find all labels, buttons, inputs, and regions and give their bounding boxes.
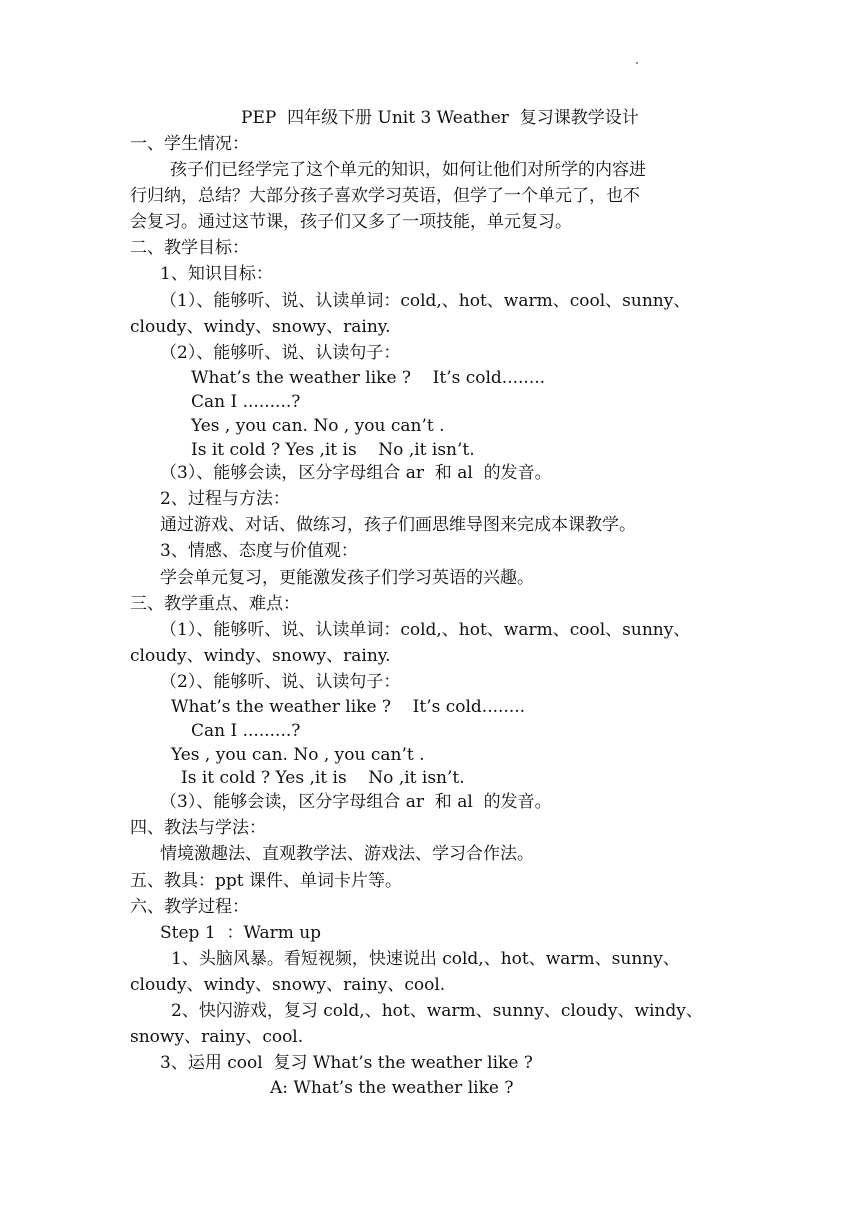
sentence-line: Is it cold ? Yes ,it is No ,it isn’t. (181, 768, 465, 788)
list-item-continued: snowy、rainy、cool. (130, 1027, 304, 1047)
paragraph-line: 情境激趣法、直观教学法、游戏法、学习合作法。 (160, 844, 534, 864)
paragraph-line: 行归纳，总结？大部分孩子喜欢学习英语，但学了一个单元了，也不 (130, 186, 640, 206)
paragraph-line: 会复习。通过这节课，孩子们又多了一项技能，单元复习。 (130, 212, 572, 232)
list-item: （2）、能够听、说、认读句子： (160, 672, 401, 692)
section-heading-key-points: 三、教学重点、难点： (130, 594, 300, 614)
list-item: （1）、能够听、说、认读单词：cold,、hot、warm、cool、sunny、 (160, 291, 691, 311)
list-item: 3、运用 cool 复习 What’s the weather like ? (160, 1053, 533, 1073)
list-item: （1）、能够听、说、认读单词：cold,、hot、warm、cool、sunny、 (160, 620, 691, 640)
sentence-line: Can I .........? (191, 392, 301, 412)
sentence-line: What’s the weather like ? It’s cold........ (191, 368, 546, 388)
sentence-line: Can I .........? (191, 721, 301, 741)
section-heading-student: 一、学生情况： (130, 134, 249, 154)
list-item-continued: cloudy、windy、snowy、rainy. (130, 317, 391, 337)
document-title: PEP 四年级下册 Unit 3 Weather 复习课教学设计 (241, 108, 639, 128)
list-item-continued: cloudy、windy、snowy、rainy、cool. (130, 975, 446, 995)
list-item: 1、头脑风暴。看短视频，快速说出 cold,、hot、warm、sunny、 (171, 949, 680, 969)
list-item: （3）、能够会读，区分字母组合 ar 和 al 的发音。 (160, 792, 552, 812)
sentence-line: Yes , you can. No , you can’t . (171, 745, 425, 765)
list-item: （2）、能够听、说、认读句子： (160, 343, 401, 363)
dialogue-line: A: What’s the weather like ? (270, 1078, 514, 1098)
sentence-line: Is it cold ? Yes ,it is No ,it isn’t. (191, 440, 475, 460)
subheading: 1、知识目标： (160, 264, 273, 284)
section-heading-methods: 四、教法与学法： (130, 818, 266, 838)
section-heading-process: 六、教学过程： (130, 897, 249, 917)
subheading: 2、过程与方法： (160, 489, 290, 509)
sentence-line: Yes , you can. No , you can’t . (191, 416, 445, 436)
paragraph-line: 学会单元复习，更能激发孩子们学习英语的兴趣。 (160, 568, 534, 588)
section-heading-goals: 二、教学目标： (130, 238, 249, 258)
subheading: 3、情感、态度与价值观： (160, 541, 358, 561)
paragraph-line: 孩子们已经学完了这个单元的知识，如何让他们对所学的内容进 (170, 160, 646, 180)
paragraph-line: 通过游戏、对话、做练习，孩子们画思维导图来完成本课教学。 (160, 515, 636, 535)
section-heading-tools: 五、教具：ppt 课件、单词卡片等。 (130, 871, 402, 891)
corner-dot (636, 62, 638, 64)
step-heading: Step 1 ：Warm up (160, 923, 322, 943)
sentence-line: What’s the weather like ? It’s cold........ (171, 697, 526, 717)
list-item: （3）、能够会读，区分字母组合 ar 和 al 的发音。 (160, 463, 552, 483)
list-item: 2、快闪游戏，复习 cold,、hot、warm、sunny、cloudy、windy、 (171, 1001, 703, 1021)
list-item-continued: cloudy、windy、snowy、rainy. (130, 646, 391, 666)
